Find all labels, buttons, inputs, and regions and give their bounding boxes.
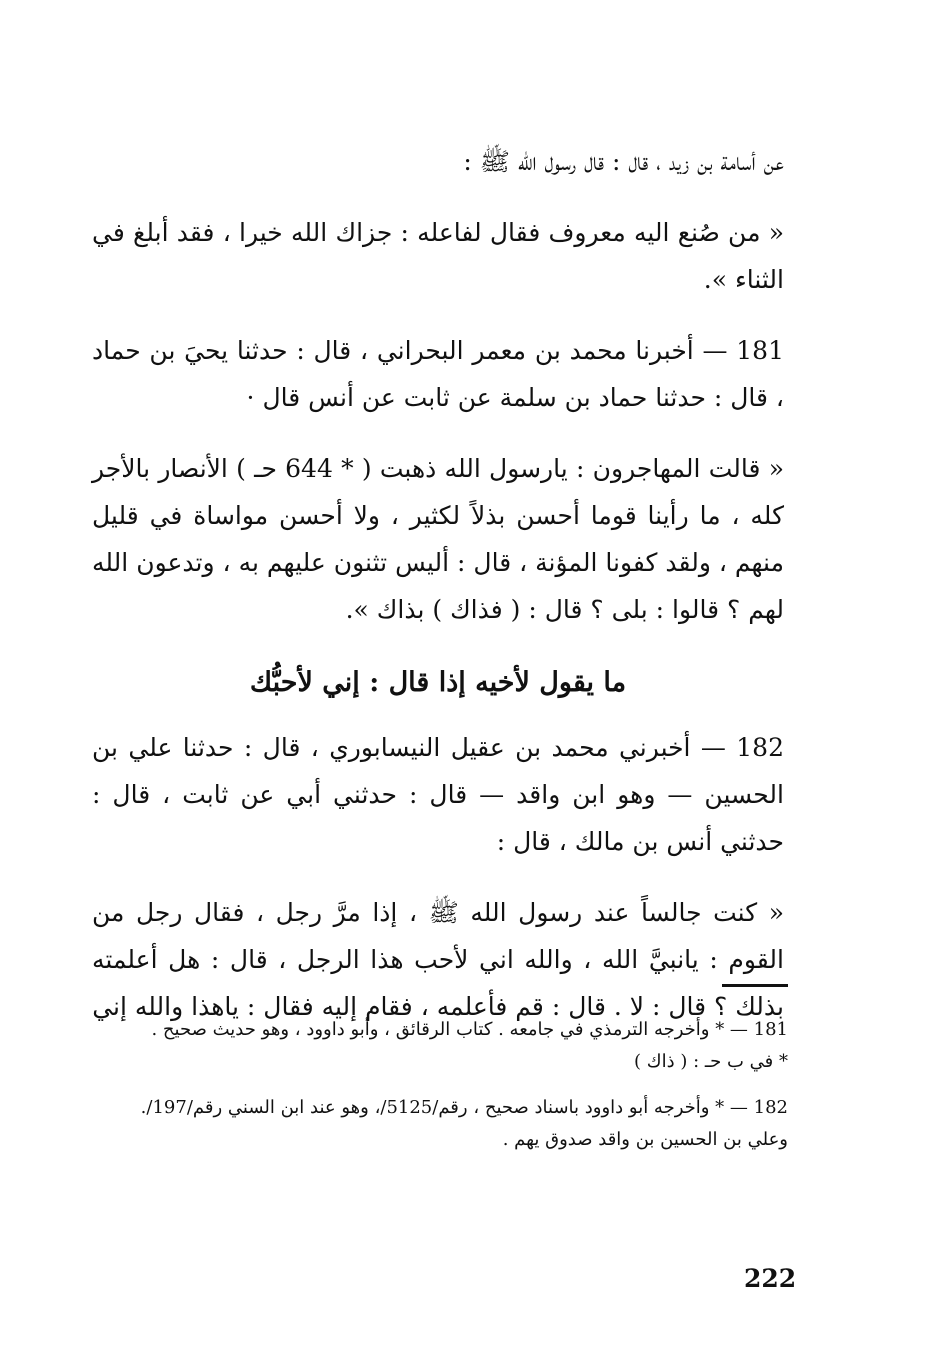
main-text: [92, 138, 784, 1030]
footnote-182: [96, 1092, 788, 1156]
paragraph-182-isnad: 182 — أخبرني محمد بن عقيل النيسابوري ، قال : حدثنا علي بن الحسين — وهو ابن واقد — قال : حدثني أبي عن ثابت ، قال : حدثني أنس بن مالك ، قال :: [92, 733, 784, 856]
footnote-181-text: 181 — * وأخرجه الترمذي في جامعه . كتاب الرقائق ، وأبو داوود ، وهو حديث صحيح .: [151, 1019, 788, 1040]
footnote-181-variant: * في ب حـ : ( ذاك ): [634, 1051, 788, 1072]
footnote-182-text: 182 — * وأخرجه أبو داوود باسناد صحيح ، رقم/5125/، وهو عند ابن السني رقم/197/.: [140, 1097, 788, 1118]
footnote-181: [96, 1014, 788, 1078]
paragraph-isnad-usama: عن أسامة بن زيد ، قال : قال رسول الله ﷺ :: [463, 147, 784, 176]
section-heading: ما يقول لأخيه إذا قال : إني لأحبُّك: [249, 667, 627, 698]
paragraph-181-isnad: 181 — أخبرنا محمد بن معمر البحراني ، قال : حدثنا يحيَ بن حماد ، قال : حدثنا حماد بن سلمة عن ثابت عن أنس قال ·: [92, 336, 784, 412]
paragraph-182-hadith: « كنت جالساً عند رسول الله ﷺ ، إذا مرَّ رجل ، فقال رجل من القوم : يانبيَّ الله ، والله اني لأحب هذا الرجل ، قال : هل أعلمته بذلك ؟ قال : لا . قال : قم فأعلمه ، فقام إليه فقال : ياهذا والله إني: [92, 898, 784, 1021]
footnote-divider: [722, 984, 788, 987]
paragraph-181-hadith: « قالت المهاجرون : يارسول الله ذهبت ( * 644 حـ ) الأنصار بالأجر كله ، ما رأينا قوما أحسن بذلاً لكثير ، ولا أحسن مواساة في قليل منهم ، ولقد كفونا المؤنة ، قال : أليس تثنون عليهم به ، وتدعون الله لهم ؟ قالوا : بلى ؟ قال : ( فذاك ) بذاك ».: [92, 454, 785, 624]
page-number: 222: [744, 1264, 797, 1293]
paragraph-hadith-jazak-allah: « من صُنع اليه معروف فقال لفاعله : جزاك الله خيرا ، فقد أبلغ في الثناء ».: [92, 218, 784, 294]
footnote-182-narrator: وعلي بن الحسين بن واقد صدوق يهم .: [502, 1129, 788, 1150]
footnotes: [96, 1014, 788, 1170]
